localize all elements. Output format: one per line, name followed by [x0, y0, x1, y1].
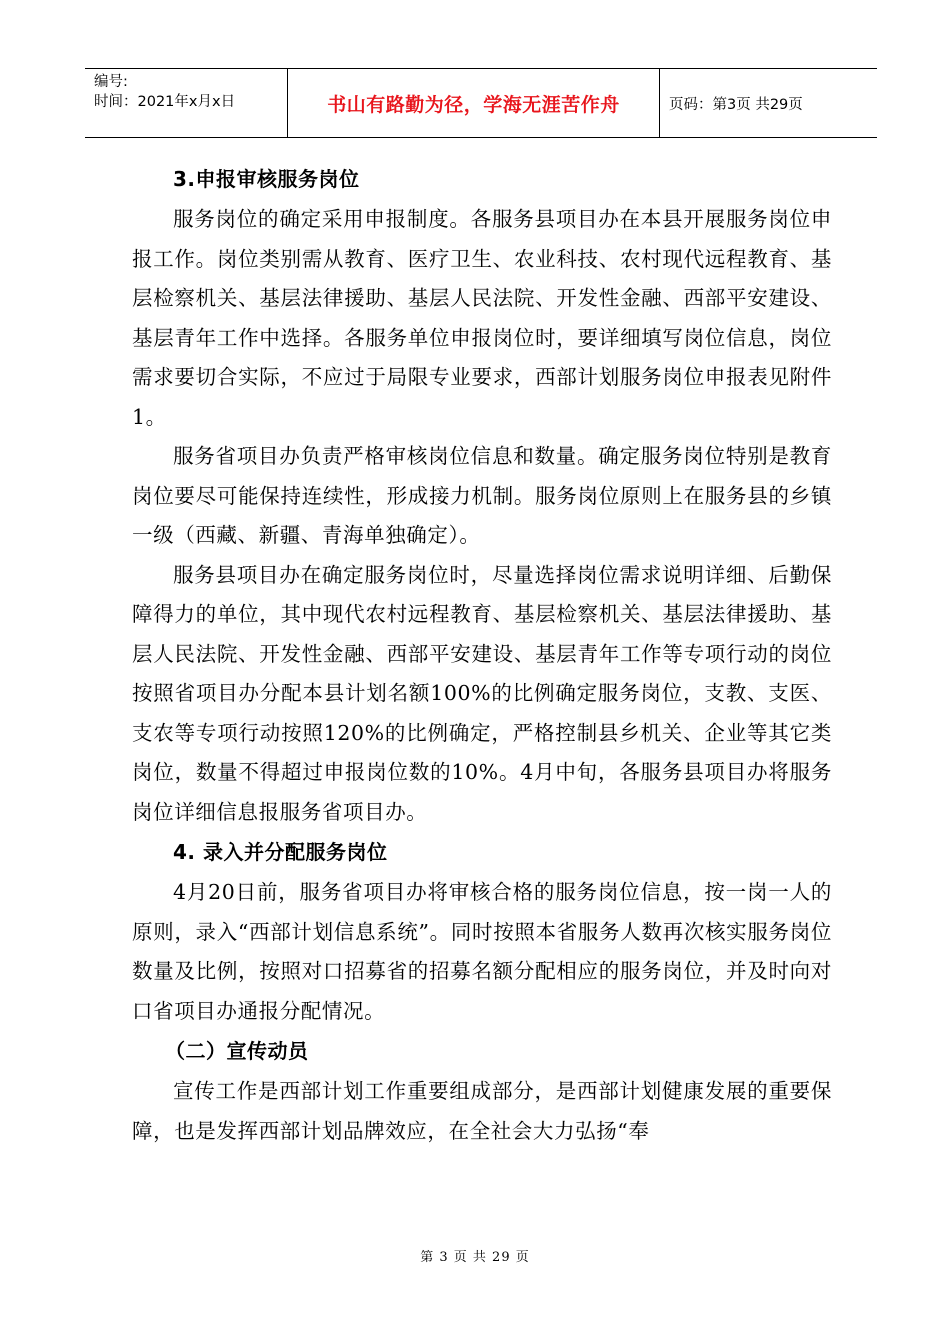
section-heading-publicity: （二）宣传动员 — [165, 1039, 309, 1063]
header-motto: 书山有路勤为径，学海无涯苦作舟 — [327, 93, 620, 116]
paragraph-5: 宣传工作是西部计划工作重要组成部分，是西部计划健康发展的重要保障，也是发挥西部计划品牌效应，在全社会大力弘扬“奉 — [132, 1079, 832, 1143]
document-header — [85, 68, 877, 138]
document-body — [132, 159, 832, 1151]
header-page-cell — [660, 69, 877, 137]
page-footer: 第 3 页 共 29 页 — [420, 1250, 530, 1265]
header-page-number: 页码：第3页 共29页 — [669, 96, 803, 113]
header-motto-cell — [288, 69, 660, 137]
document-number-label: 编号: — [94, 74, 128, 90]
document-time-label: 时间：2021年x月x日 — [94, 94, 236, 110]
paragraph-4: 4月20日前，服务省项目办将审核合格的服务岗位信息，按一岗一人的原则，录入“西部计划信息系统”。同时按照本省服务人数再次核实服务岗位数量及比例，按照对口招募省的招募名额分配相应的服务岗位，并及时向对口省项目办通报分配情况。 — [132, 880, 832, 1023]
paragraph-1: 服务岗位的确定采用申报制度。各服务县项目办在本县开展服务岗位申报工作。岗位类别需从教育、医疗卫生、农业科技、农村现代远程教育、基层检察机关、基层法律援助、基层人民法院、开发性金融、西部平安建设、基层青年工作中选择。各服务单位申报岗位时，要详细填写岗位信息，岗位需求要切合实际，不应过于局限专业要求，西部计划服务岗位申报表见附件1。 — [132, 207, 832, 429]
paragraph-3: 服务县项目办在确定服务岗位时，尽量选择岗位需求说明详细、后勤保障得力的单位，其中现代农村远程教育、基层检察机关、基层法律援助、基层人民法院、开发性金融、西部平安建设、基层青年工作等专项行动的岗位按照省项目办分配本县计划名额100%的比例确定服务岗位，支教、支医、支农等专项行动按照120%的比例确定，严格控制县乡机关、企业等其它类岗位，数量不得超过申报岗位数的10%。4月中旬，各服务县项目办将服务岗位详细信息报服务省项目办。 — [132, 562, 832, 824]
paragraph-2: 服务省项目办负责严格审核岗位信息和数量。确定服务岗位特别是教育岗位要尽可能保持连续性，形成接力机制。服务岗位原则上在服务县的乡镇一级（西藏、新疆、青海单独确定）。 — [132, 444, 832, 547]
section-heading-3: 3.申报审核服务岗位 — [173, 167, 360, 191]
section-heading-4: 4. 录入并分配服务岗位 — [173, 840, 388, 864]
header-meta — [85, 69, 288, 137]
